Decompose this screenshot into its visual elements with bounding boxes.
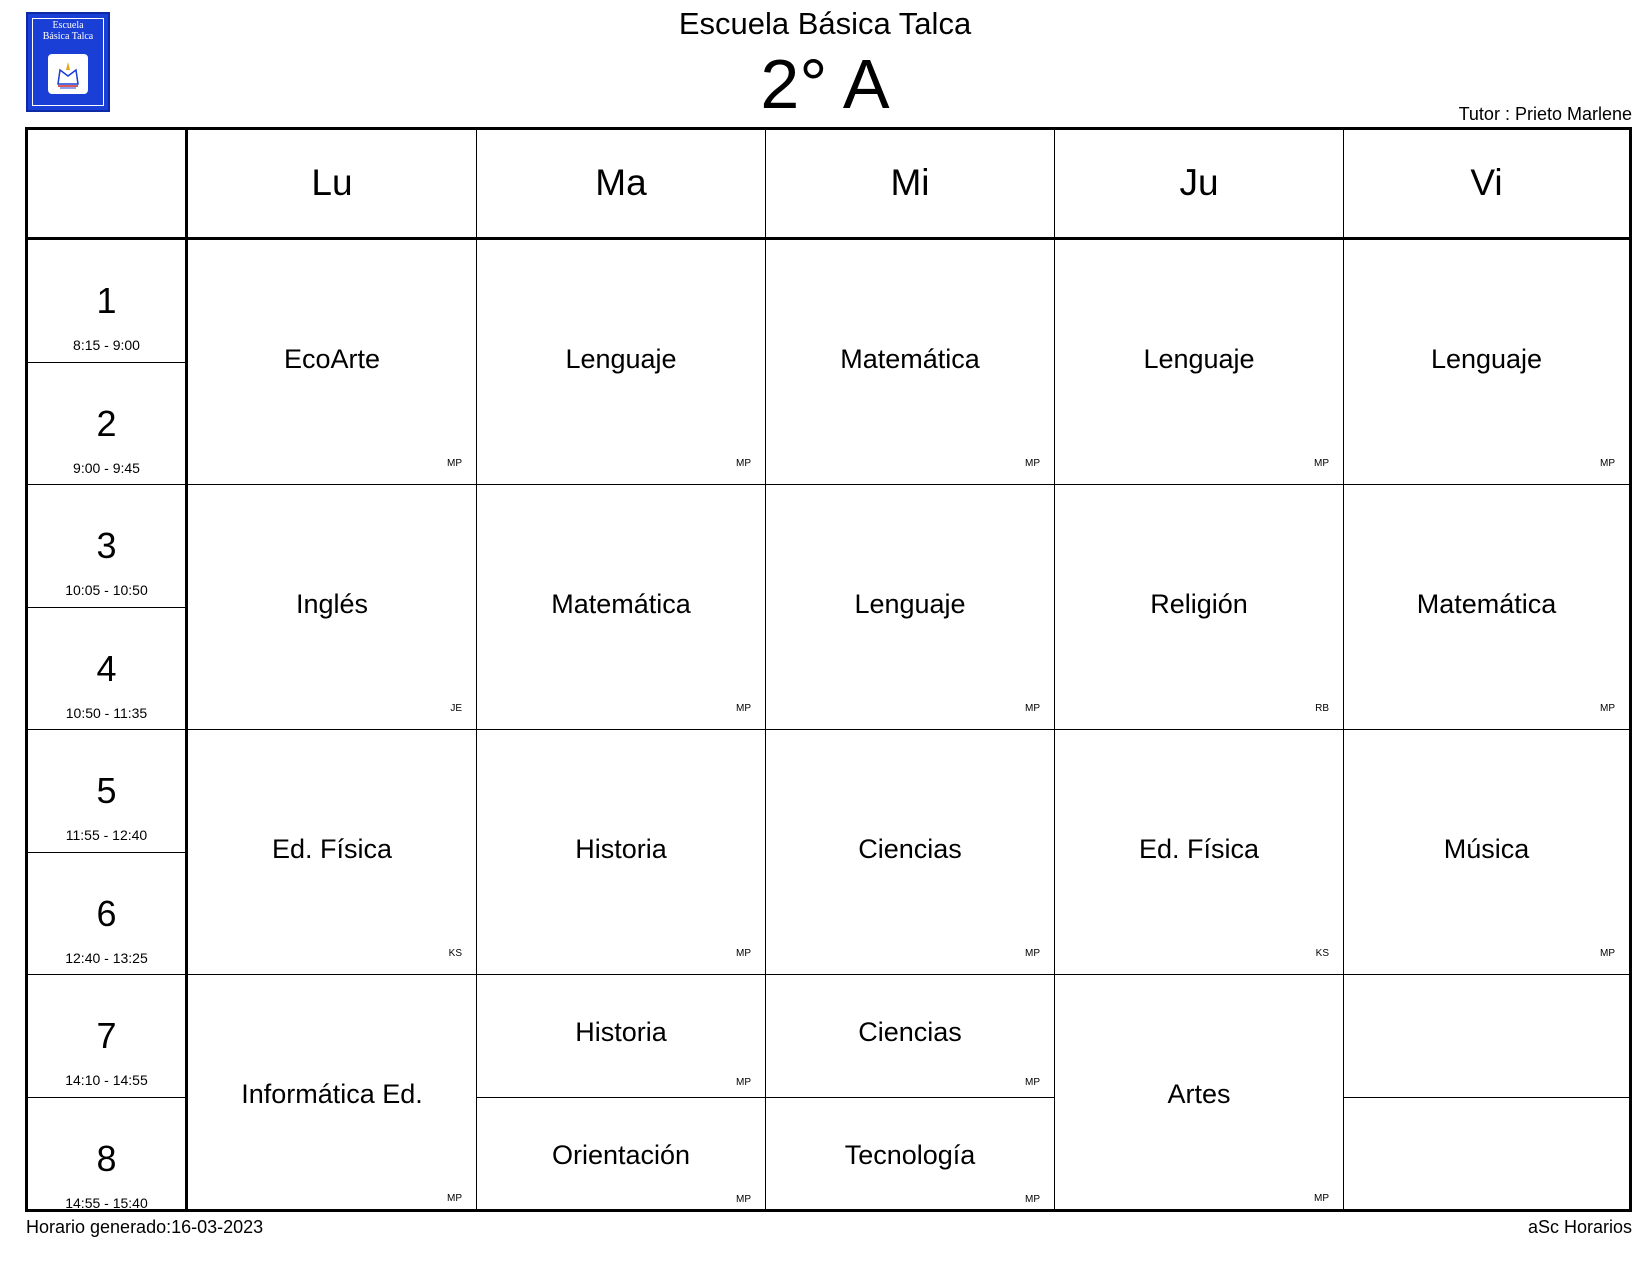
lesson-cell-mi-3-4[interactable] [766,485,1054,729]
lesson-cell-mi-5-6[interactable] [766,730,1054,974]
period-time: 10:50 - 11:35 [65,705,148,721]
lesson-teacher: MP [1600,458,1615,469]
lesson-cell-ju-5-6[interactable] [1055,730,1343,974]
period-number: 6 [96,893,117,934]
day-header-ju: Ju [1179,162,1219,203]
lesson-cell-ma-8[interactable] [477,1098,765,1209]
lesson-subject: Ed. Física [1138,834,1260,864]
period-time: 14:55 - 15:40 [65,1195,148,1211]
lesson-subject: Ciencias [858,834,962,864]
lesson-teacher: MP [447,1193,462,1204]
lesson-subject: Religión [1150,589,1248,619]
lesson-teacher: MP [1025,703,1040,714]
lesson-subject: Informática Ed. [241,1079,423,1109]
period-7 [28,975,185,1097]
lesson-teacher: KS [448,948,462,959]
empty-cell-vi-7 [1344,975,1629,1097]
lesson-subject: Ed. Física [271,834,393,864]
period-number: 3 [96,525,117,566]
lesson-subject: Lenguaje [1430,344,1543,374]
lesson-subject: Matemática [840,344,980,374]
period-number: 8 [96,1138,117,1179]
lesson-cell-vi-5-6[interactable] [1344,730,1629,974]
period-time: 14:10 - 14:55 [65,1072,148,1088]
lesson-subject: Artes [1167,1079,1231,1109]
lesson-cell-vi-3-4[interactable] [1344,485,1629,729]
lesson-subject: Historia [575,1017,667,1047]
lesson-cell-ma-7[interactable] [477,975,765,1097]
timetable-grid [25,127,1632,1212]
lesson-subject: Matemática [1416,589,1557,619]
day-header-ma: Ma [595,162,647,203]
period-8 [28,1098,185,1209]
lesson-teacher: MP [1600,703,1615,714]
period-number: 1 [96,280,117,321]
period-time: 11:55 - 12:40 [65,827,148,843]
group-title: 2° A [760,45,890,123]
lesson-subject: Orientación [551,1140,691,1170]
empty-cell-vi-8 [1344,1098,1629,1209]
lesson-teacher: MP [736,1194,751,1205]
lesson-subject: Matemática [551,589,691,619]
period-number: 7 [96,1015,117,1056]
lesson-cell-ju-1-2[interactable] [1055,240,1343,484]
day-header-lu: Lu [311,162,353,203]
lesson-cell-ma-1-2[interactable] [477,240,765,484]
lesson-teacher: MP [736,458,751,469]
period-time: 10:05 - 10:50 [65,582,148,598]
period-1 [28,240,185,362]
lesson-cell-lu-7-8[interactable] [188,975,476,1209]
lesson-cell-mi-7[interactable] [766,975,1054,1097]
lesson-teacher: JE [450,703,462,714]
period-3 [28,485,185,607]
lesson-teacher: MP [736,948,751,959]
generated-date: Horario generado:16-03-2023 [26,1217,264,1237]
lesson-subject: EcoArte [283,344,381,374]
period-4 [28,608,185,729]
period-6 [28,853,185,974]
lesson-teacher: MP [1025,1077,1040,1088]
lesson-cell-lu-3-4[interactable] [188,485,476,729]
lesson-subject: Lenguaje [854,589,966,619]
lesson-teacher: MP [1025,1194,1040,1205]
software-credit: aSc Horarios [1527,1217,1632,1237]
logo-text-line2: Básica Talca [42,31,94,42]
day-header-mi: Mi [890,162,930,203]
lesson-subject: Música [1443,834,1530,864]
lesson-teacher: RB [1315,703,1329,714]
lesson-teacher: MP [1600,948,1615,959]
lesson-cell-lu-5-6[interactable] [188,730,476,974]
lesson-cell-lu-1-2[interactable] [188,240,476,484]
lesson-cell-ma-3-4[interactable] [477,485,765,729]
lesson-cell-vi-1-2[interactable] [1344,240,1629,484]
lesson-cell-mi-1-2[interactable] [766,240,1054,484]
tutor-label: Tutor : Prieto Marlene [1458,104,1632,124]
period-time: 9:00 - 9:45 [73,460,140,476]
lesson-subject: Inglés [295,589,369,619]
lesson-teacher: MP [1025,948,1040,959]
period-number: 4 [96,648,117,689]
day-header-vi: Vi [1470,162,1503,203]
lesson-teacher: MP [1314,458,1329,469]
lesson-cell-ju-3-4[interactable] [1055,485,1343,729]
lesson-subject: Ciencias [858,1017,962,1047]
lesson-cell-ju-7-8[interactable] [1055,975,1343,1209]
period-5 [28,730,185,852]
period-2 [28,363,185,484]
school-name: Escuela Básica Talca [678,6,972,41]
lesson-teacher: MP [447,458,462,469]
lesson-teacher: MP [1025,458,1040,469]
lesson-teacher: KS [1315,948,1329,959]
period-number: 5 [96,770,117,811]
lesson-subject: Lenguaje [1143,344,1255,374]
lesson-subject: Historia [575,834,667,864]
logo-text-line1: Escuela [52,20,84,31]
period-time: 12:40 - 13:25 [65,950,148,966]
lesson-cell-mi-8[interactable] [766,1098,1054,1209]
lesson-subject: Tecnología [844,1140,976,1170]
lesson-teacher: MP [736,703,751,714]
lesson-subject: Lenguaje [565,344,677,374]
lesson-teacher: MP [736,1077,751,1088]
lesson-teacher: MP [1314,1193,1329,1204]
period-time: 8:15 - 9:00 [73,337,140,353]
period-number: 2 [96,403,117,444]
lesson-cell-ma-5-6[interactable] [477,730,765,974]
